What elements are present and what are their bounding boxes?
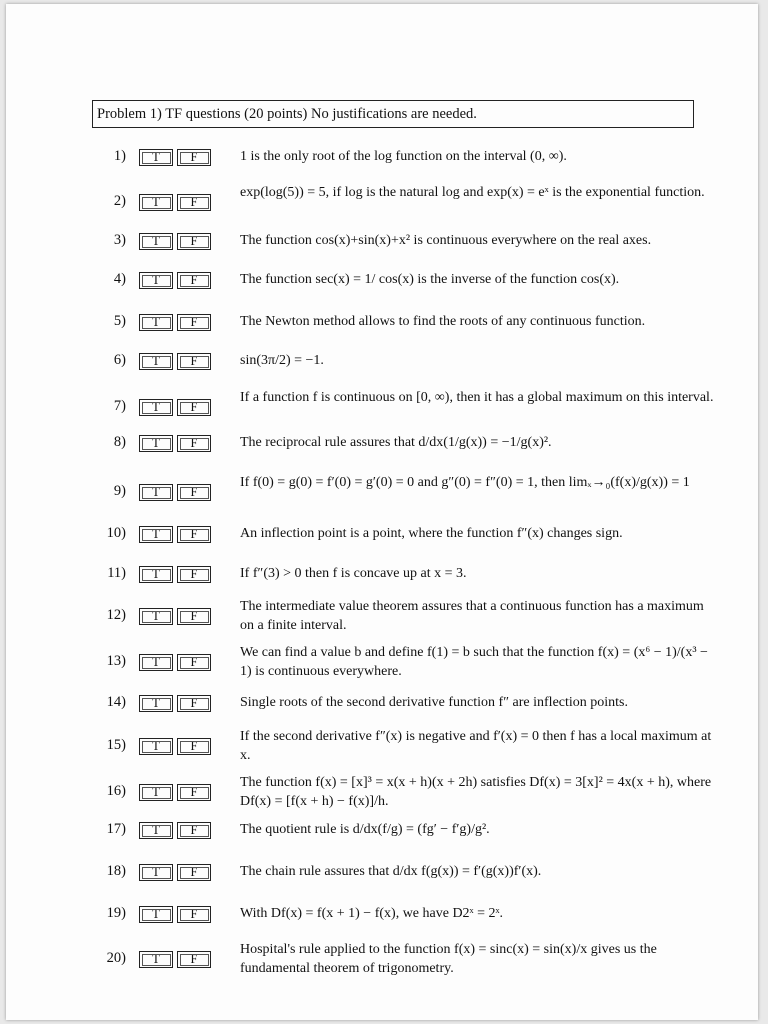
- true-box[interactable]: T: [139, 435, 173, 452]
- question-text: If f(0) = g(0) = f′(0) = g′(0) = 0 and g″(0) = f″(0) = 1, then limₓ→₀(f(x)/g(x)) = 1: [240, 475, 690, 490]
- true-box[interactable]: T: [139, 784, 173, 801]
- false-box[interactable]: F: [177, 654, 211, 671]
- question-number: 19): [106, 905, 126, 921]
- question-number: 1): [113, 148, 126, 164]
- question-text: The function sec(x) = 1/ cos(x) is the inverse of the function cos(x).: [240, 272, 620, 287]
- false-box[interactable]: F: [177, 353, 211, 370]
- tf-answer-boxes: [139, 906, 215, 923]
- question-text: The Newton method allows to find the roots of any continuous function.: [240, 314, 646, 329]
- question-number: 5): [113, 313, 126, 329]
- false-box[interactable]: F: [177, 526, 211, 543]
- question-number: 10): [106, 525, 126, 541]
- true-box[interactable]: T: [139, 566, 173, 583]
- true-box[interactable]: T: [139, 484, 173, 501]
- question-number: 13): [106, 653, 126, 669]
- tf-answer-boxes: [139, 951, 215, 968]
- false-box[interactable]: F: [177, 822, 211, 839]
- tf-answer-boxes: [139, 435, 215, 452]
- question-number: 15): [106, 737, 126, 753]
- question-text: The chain rule assures that d/dx f(g(x)) = f′(g(x))f′(x).: [240, 864, 542, 879]
- true-box[interactable]: T: [139, 149, 173, 166]
- false-box[interactable]: F: [177, 233, 211, 250]
- document-page: [6, 4, 758, 1020]
- false-box[interactable]: F: [177, 194, 211, 211]
- true-box[interactable]: T: [139, 654, 173, 671]
- true-box[interactable]: T: [139, 399, 173, 416]
- tf-answer-boxes: [139, 526, 215, 543]
- tf-answer-boxes: [139, 314, 215, 331]
- tf-answer-boxes: [139, 608, 215, 625]
- question-text: With Df(x) = f(x + 1) − f(x), we have D2ˣ = 2ˣ.: [240, 906, 504, 921]
- tf-answer-boxes: [139, 233, 215, 250]
- question-text: The function f(x) = [x]³ = x(x + h)(x + 2h) satisfies Df(x) = 3[x]² = 4x(x + h), where Df(x) = [f(x + h) − f(x)]/h.: [240, 775, 712, 809]
- question-text: Hospital's rule applied to the function f(x) = sinc(x) = sin(x)/x gives us the fundamental theorem of trigonometry.: [240, 942, 657, 976]
- question-number: 4): [113, 271, 126, 287]
- tf-answer-boxes: [139, 149, 215, 166]
- question-number: 12): [106, 607, 126, 623]
- tf-answer-boxes: [139, 566, 215, 583]
- false-box[interactable]: F: [177, 738, 211, 755]
- question-number: 16): [106, 783, 126, 799]
- false-box[interactable]: F: [177, 695, 211, 712]
- tf-answer-boxes: [139, 654, 215, 671]
- false-box[interactable]: F: [177, 399, 211, 416]
- tf-answer-boxes: [139, 399, 215, 416]
- question-text: The reciprocal rule assures that d/dx(1/g(x)) = −1/g(x)².: [240, 435, 552, 450]
- true-box[interactable]: T: [139, 822, 173, 839]
- false-box[interactable]: F: [177, 484, 211, 501]
- problem-title: Problem 1) TF questions (20 points) No justifications are needed.: [97, 105, 477, 122]
- question-text: If f″(3) > 0 then f is concave up at x = 3.: [240, 566, 467, 581]
- false-box[interactable]: F: [177, 864, 211, 881]
- tf-answer-boxes: [139, 484, 215, 501]
- question-number: 20): [106, 950, 126, 966]
- question-text: Single roots of the second derivative function f″ are inflection points.: [240, 695, 629, 710]
- false-box[interactable]: F: [177, 951, 211, 968]
- true-box[interactable]: T: [139, 864, 173, 881]
- tf-answer-boxes: [139, 353, 215, 370]
- question-text: If the second derivative f″(x) is negative and f′(x) = 0 then f has a local maximum at x.: [240, 729, 712, 763]
- true-box[interactable]: T: [139, 951, 173, 968]
- false-box[interactable]: F: [177, 566, 211, 583]
- false-box[interactable]: F: [177, 608, 211, 625]
- false-box[interactable]: F: [177, 314, 211, 331]
- true-box[interactable]: T: [139, 353, 173, 370]
- true-box[interactable]: T: [139, 738, 173, 755]
- question-number: 11): [107, 565, 126, 581]
- question-number: 17): [106, 821, 126, 837]
- true-box[interactable]: T: [139, 194, 173, 211]
- question-text: An inflection point is a point, where the function f″(x) changes sign.: [240, 526, 623, 541]
- question-number: 14): [106, 694, 126, 710]
- true-box[interactable]: T: [139, 695, 173, 712]
- question-text: The quotient rule is d/dx(f/g) = (fg′ − f′g)/g².: [240, 822, 490, 837]
- tf-answer-boxes: [139, 194, 215, 211]
- question-text: The intermediate value theorem assures that a continuous function has a maximum on a finite interval.: [240, 599, 704, 633]
- question-text: 1 is the only root of the log function on the interval (0, ∞).: [240, 149, 567, 164]
- tf-answer-boxes: [139, 864, 215, 881]
- question-number: 7): [113, 398, 126, 414]
- question-number: 8): [113, 434, 126, 450]
- tf-answer-boxes: [139, 272, 215, 289]
- question-number: 6): [113, 352, 126, 368]
- true-box[interactable]: T: [139, 608, 173, 625]
- question-number: 3): [113, 232, 126, 248]
- tf-answer-boxes: [139, 784, 215, 801]
- question-text: exp(log(5)) = 5, if log is the natural log and exp(x) = eˣ is the exponential function.: [240, 185, 705, 200]
- true-box[interactable]: T: [139, 314, 173, 331]
- tf-answer-boxes: [139, 822, 215, 839]
- tf-answer-boxes: [139, 738, 215, 755]
- question-number: 2): [113, 193, 126, 209]
- question-number: 18): [106, 863, 126, 879]
- question-text: We can find a value b and define f(1) = b such that the function f(x) = (x⁶ − 1)/(x³ − 1) is continuous everywhere.: [240, 645, 708, 679]
- false-box[interactable]: F: [177, 435, 211, 452]
- question-text: The function cos(x)+sin(x)+x² is continuous everywhere on the real axes.: [240, 233, 652, 248]
- true-box[interactable]: T: [139, 906, 173, 923]
- true-box[interactable]: T: [139, 272, 173, 289]
- true-box[interactable]: T: [139, 526, 173, 543]
- false-box[interactable]: F: [177, 784, 211, 801]
- true-box[interactable]: T: [139, 233, 173, 250]
- false-box[interactable]: F: [177, 272, 211, 289]
- question-text: sin(3π/2) = −1.: [240, 353, 324, 368]
- question-text: If a function f is continuous on [0, ∞), then it has a global maximum on this interval.: [240, 390, 714, 405]
- false-box[interactable]: F: [177, 906, 211, 923]
- problem-header: [92, 100, 694, 128]
- tf-answer-boxes: [139, 695, 215, 712]
- question-number: 9): [113, 483, 126, 499]
- false-box[interactable]: F: [177, 149, 211, 166]
